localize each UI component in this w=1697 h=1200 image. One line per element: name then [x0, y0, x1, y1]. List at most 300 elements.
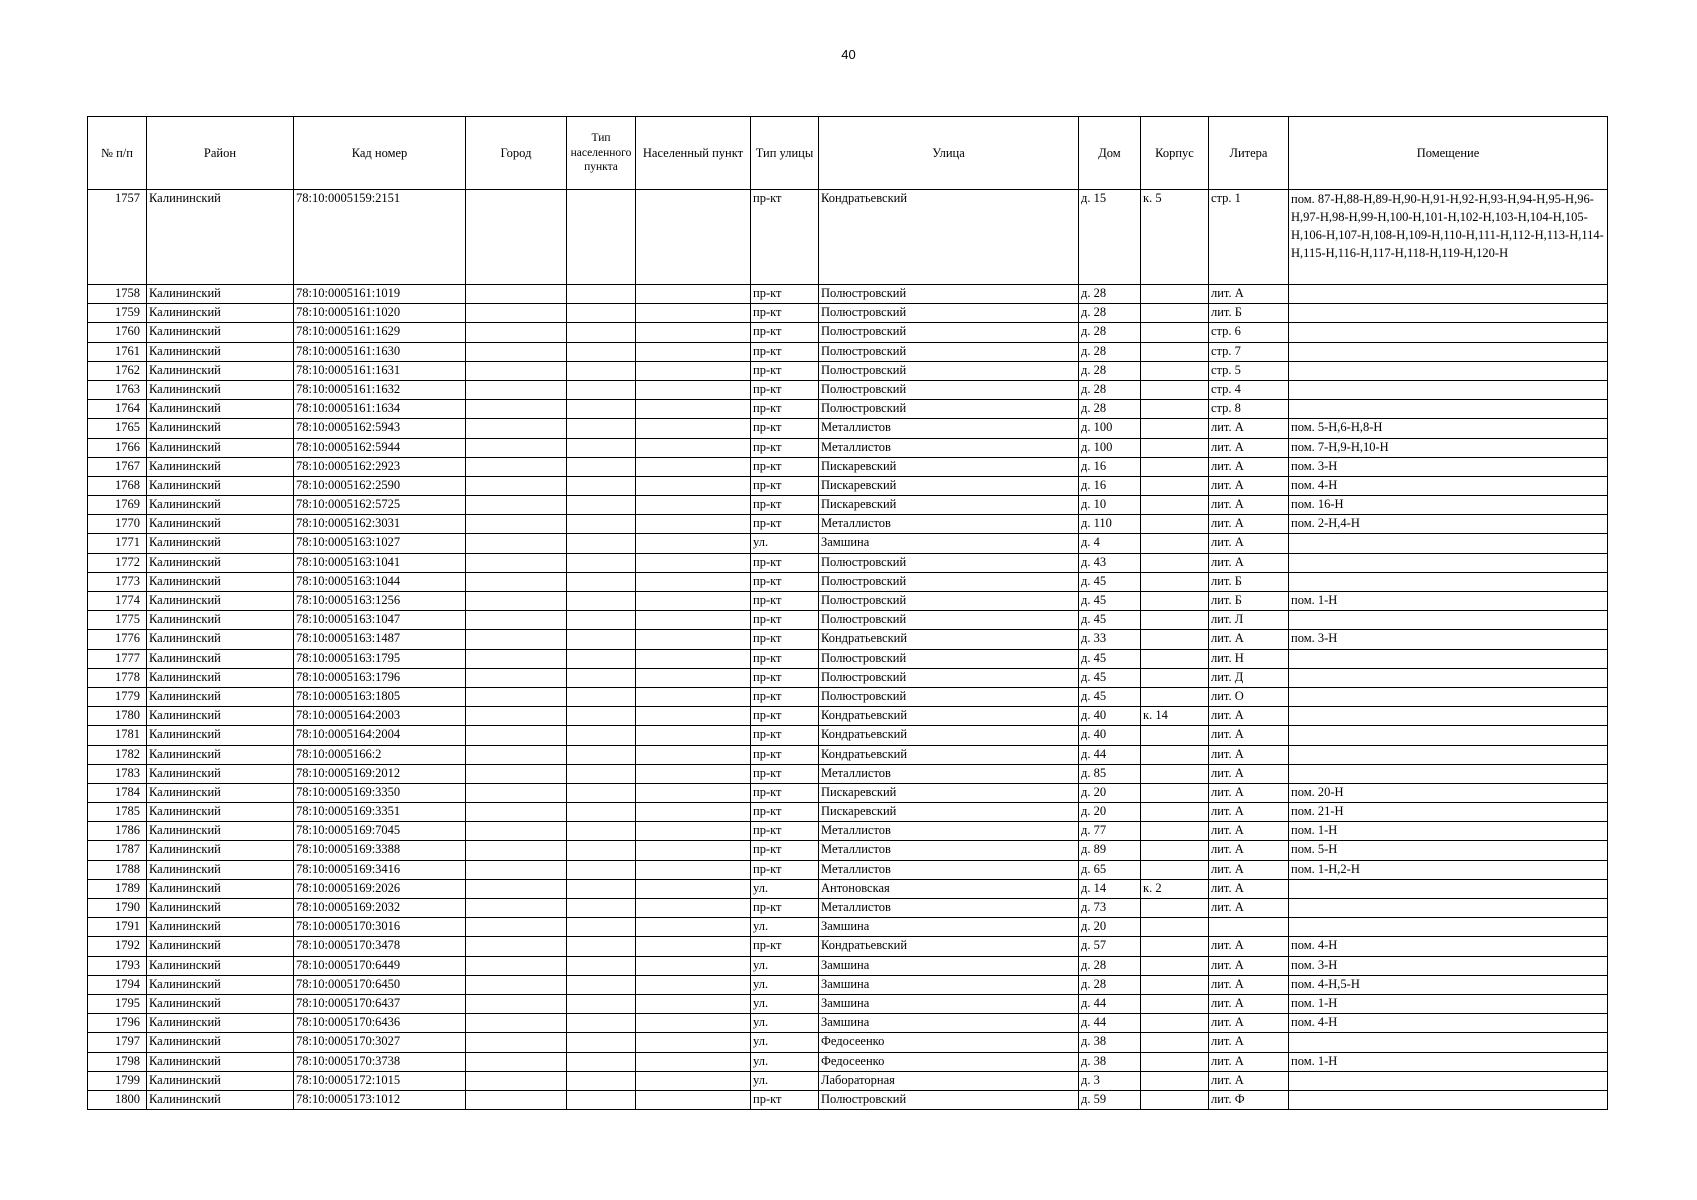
cell-num: 1762	[88, 361, 147, 380]
table-row	[88, 380, 1608, 399]
cell-house: д. 3	[1079, 1071, 1141, 1090]
cell-settlement-type	[567, 1071, 636, 1090]
cell-street: Металлистов	[819, 899, 1079, 918]
cell-cadastral: 78:10:0005161:1632	[294, 380, 466, 399]
cell-building	[1141, 572, 1209, 591]
cell-num: 1776	[88, 630, 147, 649]
table-row	[88, 918, 1608, 937]
cell-num: 1760	[88, 323, 147, 342]
cell-cadastral: 78:10:0005169:7045	[294, 822, 466, 841]
header-letter: Литера	[1209, 117, 1289, 190]
cell-street-type: пр-кт	[751, 190, 819, 285]
cell-num: 1759	[88, 304, 147, 323]
cell-cadastral: 78:10:0005169:3388	[294, 841, 466, 860]
cell-settlement-type	[567, 438, 636, 457]
table-row	[88, 994, 1608, 1013]
cell-settlement-type	[567, 285, 636, 304]
cell-district: Калининский	[147, 899, 294, 918]
table-row	[88, 745, 1608, 764]
cell-street-type: пр-кт	[751, 592, 819, 611]
cell-building	[1141, 994, 1209, 1013]
cell-settlement-type	[567, 476, 636, 495]
cell-city	[466, 1090, 567, 1109]
cell-letter: лит. А	[1209, 937, 1289, 956]
cell-settlement-type	[567, 956, 636, 975]
cell-city	[466, 342, 567, 361]
cell-house: д. 44	[1079, 1014, 1141, 1033]
cell-building	[1141, 1033, 1209, 1052]
cell-street: Полюстровский	[819, 611, 1079, 630]
cell-street: Кондратьевский	[819, 630, 1079, 649]
cell-settlement	[636, 707, 751, 726]
cell-settlement	[636, 687, 751, 706]
cell-city	[466, 899, 567, 918]
cell-street: Кондратьевский	[819, 745, 1079, 764]
cell-letter: лит. А	[1209, 841, 1289, 860]
cell-cadastral: 78:10:0005169:3416	[294, 860, 466, 879]
cell-num: 1786	[88, 822, 147, 841]
cell-premises: пом. 16-Н	[1289, 496, 1608, 515]
registry-table	[87, 116, 1608, 1110]
cell-house: д. 16	[1079, 457, 1141, 476]
cell-city	[466, 726, 567, 745]
cell-district: Калининский	[147, 1071, 294, 1090]
cell-num: 1780	[88, 707, 147, 726]
cell-settlement	[636, 783, 751, 802]
cell-street: Пискаревский	[819, 476, 1079, 495]
cell-letter: лит. А	[1209, 707, 1289, 726]
cell-street-type: пр-кт	[751, 899, 819, 918]
cell-letter: лит. А	[1209, 630, 1289, 649]
cell-district: Калининский	[147, 1014, 294, 1033]
cell-district: Калининский	[147, 419, 294, 438]
cell-letter: лит. А	[1209, 994, 1289, 1013]
cell-settlement-type	[567, 764, 636, 783]
cell-district: Калининский	[147, 457, 294, 476]
cell-house: д. 14	[1079, 879, 1141, 898]
cell-cadastral: 78:10:0005161:1634	[294, 400, 466, 419]
cell-letter: лит. А	[1209, 1052, 1289, 1071]
cell-settlement-type	[567, 496, 636, 515]
cell-settlement	[636, 285, 751, 304]
cell-street: Полюстровский	[819, 342, 1079, 361]
table-row	[88, 515, 1608, 534]
cell-city	[466, 860, 567, 879]
cell-district: Калининский	[147, 937, 294, 956]
cell-premises	[1289, 611, 1608, 630]
cell-settlement	[636, 1071, 751, 1090]
cell-letter: лит. А	[1209, 553, 1289, 572]
cell-house: д. 45	[1079, 611, 1141, 630]
cell-building	[1141, 841, 1209, 860]
table-row	[88, 323, 1608, 342]
table-row	[88, 400, 1608, 419]
cell-cadastral: 78:10:0005169:2012	[294, 764, 466, 783]
cell-street-type: ул.	[751, 975, 819, 994]
cell-street-type: пр-кт	[751, 937, 819, 956]
cell-district: Калининский	[147, 285, 294, 304]
cell-city	[466, 304, 567, 323]
cell-building	[1141, 323, 1209, 342]
cell-building	[1141, 1052, 1209, 1071]
cell-settlement	[636, 937, 751, 956]
cell-house: д. 57	[1079, 937, 1141, 956]
cell-settlement-type	[567, 323, 636, 342]
cell-premises: пом. 4-Н	[1289, 1014, 1608, 1033]
table-row	[88, 687, 1608, 706]
cell-building	[1141, 380, 1209, 399]
cell-settlement-type	[567, 400, 636, 419]
table-row	[88, 534, 1608, 553]
cell-street: Замшина	[819, 956, 1079, 975]
cell-letter: лит. Л	[1209, 611, 1289, 630]
cell-settlement	[636, 1090, 751, 1109]
cell-city	[466, 419, 567, 438]
cell-house: д. 77	[1079, 822, 1141, 841]
cell-num: 1789	[88, 879, 147, 898]
cell-num: 1794	[88, 975, 147, 994]
cell-building	[1141, 726, 1209, 745]
cell-building	[1141, 975, 1209, 994]
cell-letter: лит. Н	[1209, 649, 1289, 668]
header-num: № п/п	[88, 117, 147, 190]
cell-premises: пом. 3-Н	[1289, 457, 1608, 476]
cell-street-type: пр-кт	[751, 822, 819, 841]
cell-street-type: пр-кт	[751, 553, 819, 572]
cell-num: 1770	[88, 515, 147, 534]
cell-premises	[1289, 745, 1608, 764]
cell-street: Металлистов	[819, 515, 1079, 534]
cell-street-type: ул.	[751, 918, 819, 937]
cell-house: д. 20	[1079, 783, 1141, 802]
cell-street-type: пр-кт	[751, 841, 819, 860]
cell-building	[1141, 649, 1209, 668]
cell-settlement	[636, 803, 751, 822]
cell-house: д. 16	[1079, 476, 1141, 495]
table-row	[88, 783, 1608, 802]
cell-street: Федосеенко	[819, 1033, 1079, 1052]
cell-letter: лит. А	[1209, 822, 1289, 841]
cell-num: 1767	[88, 457, 147, 476]
cell-street: Замшина	[819, 534, 1079, 553]
cell-street: Кондратьевский	[819, 726, 1079, 745]
header-premises: Помещение	[1289, 117, 1608, 190]
cell-building: к. 5	[1141, 190, 1209, 285]
cell-street: Металлистов	[819, 419, 1079, 438]
cell-building: к. 2	[1141, 879, 1209, 898]
cell-settlement-type	[567, 457, 636, 476]
cell-settlement	[636, 841, 751, 860]
cell-district: Калининский	[147, 1052, 294, 1071]
cell-settlement	[636, 438, 751, 457]
header-row	[88, 117, 1608, 190]
cell-settlement-type	[567, 592, 636, 611]
cell-cadastral: 78:10:0005169:2026	[294, 879, 466, 898]
header-city: Город	[466, 117, 567, 190]
cell-house: д. 28	[1079, 400, 1141, 419]
cell-cadastral: 78:10:0005161:1631	[294, 361, 466, 380]
cell-cadastral: 78:10:0005163:1041	[294, 553, 466, 572]
cell-settlement-type	[567, 361, 636, 380]
cell-settlement-type	[567, 380, 636, 399]
cell-street-type: пр-кт	[751, 361, 819, 380]
cell-num: 1758	[88, 285, 147, 304]
table-row	[88, 1014, 1608, 1033]
cell-house: д. 43	[1079, 553, 1141, 572]
cell-building	[1141, 668, 1209, 687]
table-row	[88, 937, 1608, 956]
header-street-type: Тип улицы	[751, 117, 819, 190]
cell-num: 1761	[88, 342, 147, 361]
cell-settlement-type	[567, 783, 636, 802]
cell-house: д. 40	[1079, 726, 1141, 745]
cell-district: Калининский	[147, 534, 294, 553]
cell-num: 1777	[88, 649, 147, 668]
table-row	[88, 304, 1608, 323]
cell-premises: пом. 3-Н	[1289, 630, 1608, 649]
cell-city	[466, 975, 567, 994]
cell-street-type: пр-кт	[751, 380, 819, 399]
cell-premises: пом. 1-Н	[1289, 994, 1608, 1013]
cell-settlement	[636, 879, 751, 898]
cell-settlement-type	[567, 726, 636, 745]
cell-house: д. 65	[1079, 860, 1141, 879]
cell-street: Полюстровский	[819, 380, 1079, 399]
cell-district: Калининский	[147, 822, 294, 841]
cell-street: Полюстровский	[819, 649, 1079, 668]
cell-num: 1764	[88, 400, 147, 419]
cell-cadastral: 78:10:0005169:3351	[294, 803, 466, 822]
cell-premises	[1289, 707, 1608, 726]
cell-house: д. 28	[1079, 304, 1141, 323]
cell-premises: пом. 20-Н	[1289, 783, 1608, 802]
cell-premises: пом. 7-Н,9-Н,10-Н	[1289, 438, 1608, 457]
cell-num: 1792	[88, 937, 147, 956]
cell-premises	[1289, 342, 1608, 361]
cell-premises	[1289, 553, 1608, 572]
cell-house: д. 33	[1079, 630, 1141, 649]
cell-cadastral: 78:10:0005163:1795	[294, 649, 466, 668]
table-row	[88, 764, 1608, 783]
header-settlement: Населенный пункт	[636, 117, 751, 190]
cell-building	[1141, 361, 1209, 380]
cell-cadastral: 78:10:0005170:6450	[294, 975, 466, 994]
cell-settlement	[636, 534, 751, 553]
cell-letter: лит. А	[1209, 860, 1289, 879]
table-row	[88, 419, 1608, 438]
cell-cadastral: 78:10:0005162:2590	[294, 476, 466, 495]
cell-letter: стр. 5	[1209, 361, 1289, 380]
cell-building	[1141, 285, 1209, 304]
cell-street: Кондратьевский	[819, 937, 1079, 956]
cell-city	[466, 323, 567, 342]
cell-settlement	[636, 1052, 751, 1071]
cell-city	[466, 457, 567, 476]
cell-district: Калининский	[147, 438, 294, 457]
cell-building	[1141, 419, 1209, 438]
cell-num: 1790	[88, 899, 147, 918]
table-row	[88, 841, 1608, 860]
cell-settlement	[636, 1014, 751, 1033]
cell-letter: лит. О	[1209, 687, 1289, 706]
cell-cadastral: 78:10:0005163:1256	[294, 592, 466, 611]
cell-cadastral: 78:10:0005161:1629	[294, 323, 466, 342]
cell-settlement-type	[567, 190, 636, 285]
cell-cadastral: 78:10:0005162:5725	[294, 496, 466, 515]
cell-house: д. 4	[1079, 534, 1141, 553]
cell-street: Металлистов	[819, 860, 1079, 879]
cell-building	[1141, 783, 1209, 802]
cell-settlement-type	[567, 687, 636, 706]
cell-district: Калининский	[147, 1033, 294, 1052]
cell-cadastral: 78:10:0005170:3016	[294, 918, 466, 937]
page-number: 40	[841, 47, 856, 62]
cell-street: Пискаревский	[819, 457, 1079, 476]
cell-cadastral: 78:10:0005162:3031	[294, 515, 466, 534]
cell-city	[466, 1052, 567, 1071]
cell-street: Полюстровский	[819, 285, 1079, 304]
cell-building	[1141, 918, 1209, 937]
cell-letter: лит. Ф	[1209, 1090, 1289, 1109]
cell-building	[1141, 899, 1209, 918]
cell-street-type: пр-кт	[751, 668, 819, 687]
cell-settlement	[636, 496, 751, 515]
cell-building	[1141, 803, 1209, 822]
table-row	[88, 553, 1608, 572]
table-row	[88, 707, 1608, 726]
cell-num: 1783	[88, 764, 147, 783]
cell-city	[466, 841, 567, 860]
cell-cadastral: 78:10:0005170:3478	[294, 937, 466, 956]
cell-num: 1785	[88, 803, 147, 822]
cell-settlement-type	[567, 515, 636, 534]
cell-num: 1793	[88, 956, 147, 975]
cell-city	[466, 190, 567, 285]
cell-premises	[1289, 304, 1608, 323]
header-building: Корпус	[1141, 117, 1209, 190]
cell-district: Калининский	[147, 918, 294, 937]
cell-house: д. 45	[1079, 649, 1141, 668]
cell-settlement	[636, 476, 751, 495]
table-row	[88, 476, 1608, 495]
cell-building	[1141, 476, 1209, 495]
cell-cadastral: 78:10:0005161:1020	[294, 304, 466, 323]
cell-street-type: пр-кт	[751, 803, 819, 822]
table-row	[88, 1052, 1608, 1071]
cell-letter: лит. А	[1209, 534, 1289, 553]
cell-district: Калининский	[147, 860, 294, 879]
cell-house: д. 89	[1079, 841, 1141, 860]
table-row	[88, 342, 1608, 361]
cell-letter: лит. Д	[1209, 668, 1289, 687]
cell-num: 1782	[88, 745, 147, 764]
cell-letter	[1209, 918, 1289, 937]
cell-letter: лит. А	[1209, 764, 1289, 783]
table-body	[88, 190, 1608, 1110]
cell-street-type: пр-кт	[751, 323, 819, 342]
cell-street: Пискаревский	[819, 783, 1079, 802]
cell-city	[466, 803, 567, 822]
table-row	[88, 611, 1608, 630]
cell-settlement	[636, 956, 751, 975]
cell-letter: лит. А	[1209, 457, 1289, 476]
cell-street: Металлистов	[819, 764, 1079, 783]
cell-settlement	[636, 1033, 751, 1052]
header-district: Район	[147, 117, 294, 190]
cell-settlement	[636, 400, 751, 419]
cell-cadastral: 78:10:0005163:1044	[294, 572, 466, 591]
cell-letter: лит. А	[1209, 726, 1289, 745]
header-cadastral: Кад номер	[294, 117, 466, 190]
table-row	[88, 879, 1608, 898]
cell-street: Антоновская	[819, 879, 1079, 898]
cell-settlement	[636, 457, 751, 476]
cell-settlement	[636, 553, 751, 572]
cell-street-type: пр-кт	[751, 342, 819, 361]
cell-num: 1771	[88, 534, 147, 553]
cell-street: Полюстровский	[819, 1090, 1079, 1109]
cell-street: Кондратьевский	[819, 190, 1079, 285]
cell-settlement-type	[567, 534, 636, 553]
cell-num: 1775	[88, 611, 147, 630]
cell-cadastral: 78:10:0005170:6449	[294, 956, 466, 975]
cell-num: 1766	[88, 438, 147, 457]
cell-premises	[1289, 400, 1608, 419]
table-row	[88, 438, 1608, 457]
table-row	[88, 285, 1608, 304]
cell-street: Замшина	[819, 975, 1079, 994]
table-row	[88, 630, 1608, 649]
cell-house: д. 28	[1079, 380, 1141, 399]
cell-district: Калининский	[147, 687, 294, 706]
cell-settlement-type	[567, 1090, 636, 1109]
cell-letter: стр. 4	[1209, 380, 1289, 399]
cell-premises	[1289, 899, 1608, 918]
cell-cadastral: 78:10:0005170:6437	[294, 994, 466, 1013]
cell-house: д. 100	[1079, 419, 1141, 438]
cell-building	[1141, 764, 1209, 783]
cell-building	[1141, 1014, 1209, 1033]
cell-num: 1774	[88, 592, 147, 611]
cell-premises: пом. 4-Н,5-Н	[1289, 975, 1608, 994]
cell-letter: лит. А	[1209, 879, 1289, 898]
cell-cadastral: 78:10:0005173:1012	[294, 1090, 466, 1109]
cell-num: 1788	[88, 860, 147, 879]
cell-settlement	[636, 592, 751, 611]
cell-num: 1800	[88, 1090, 147, 1109]
cell-building	[1141, 937, 1209, 956]
cell-house: д. 28	[1079, 361, 1141, 380]
cell-settlement	[636, 745, 751, 764]
cell-premises: пом. 1-Н,2-Н	[1289, 860, 1608, 879]
cell-settlement-type	[567, 803, 636, 822]
cell-premises: пом. 87-Н,88-Н,89-Н,90-Н,91-Н,92-Н,93-Н,94-Н,95-Н,96-Н,97-Н,98-Н,99-Н,100-Н,101-Н,102-Н,103-Н,104-Н,105-Н,106-Н,107-Н,108-Н,109-Н,110-Н,111-Н,112-Н,113-Н,114-Н,115-Н,116-Н,117-Н,118-Н,119-Н,120-Н	[1289, 190, 1608, 285]
cell-settlement	[636, 380, 751, 399]
cell-premises: пом. 4-Н	[1289, 476, 1608, 495]
cell-district: Калининский	[147, 496, 294, 515]
cell-cadastral: 78:10:0005163:1805	[294, 687, 466, 706]
cell-settlement-type	[567, 860, 636, 879]
cell-city	[466, 285, 567, 304]
cell-num: 1768	[88, 476, 147, 495]
cell-street-type: пр-кт	[751, 496, 819, 515]
cell-building	[1141, 822, 1209, 841]
cell-settlement	[636, 630, 751, 649]
cell-street: Полюстровский	[819, 592, 1079, 611]
cell-district: Калининский	[147, 783, 294, 802]
cell-premises: пом. 1-Н	[1289, 1052, 1608, 1071]
cell-num: 1784	[88, 783, 147, 802]
